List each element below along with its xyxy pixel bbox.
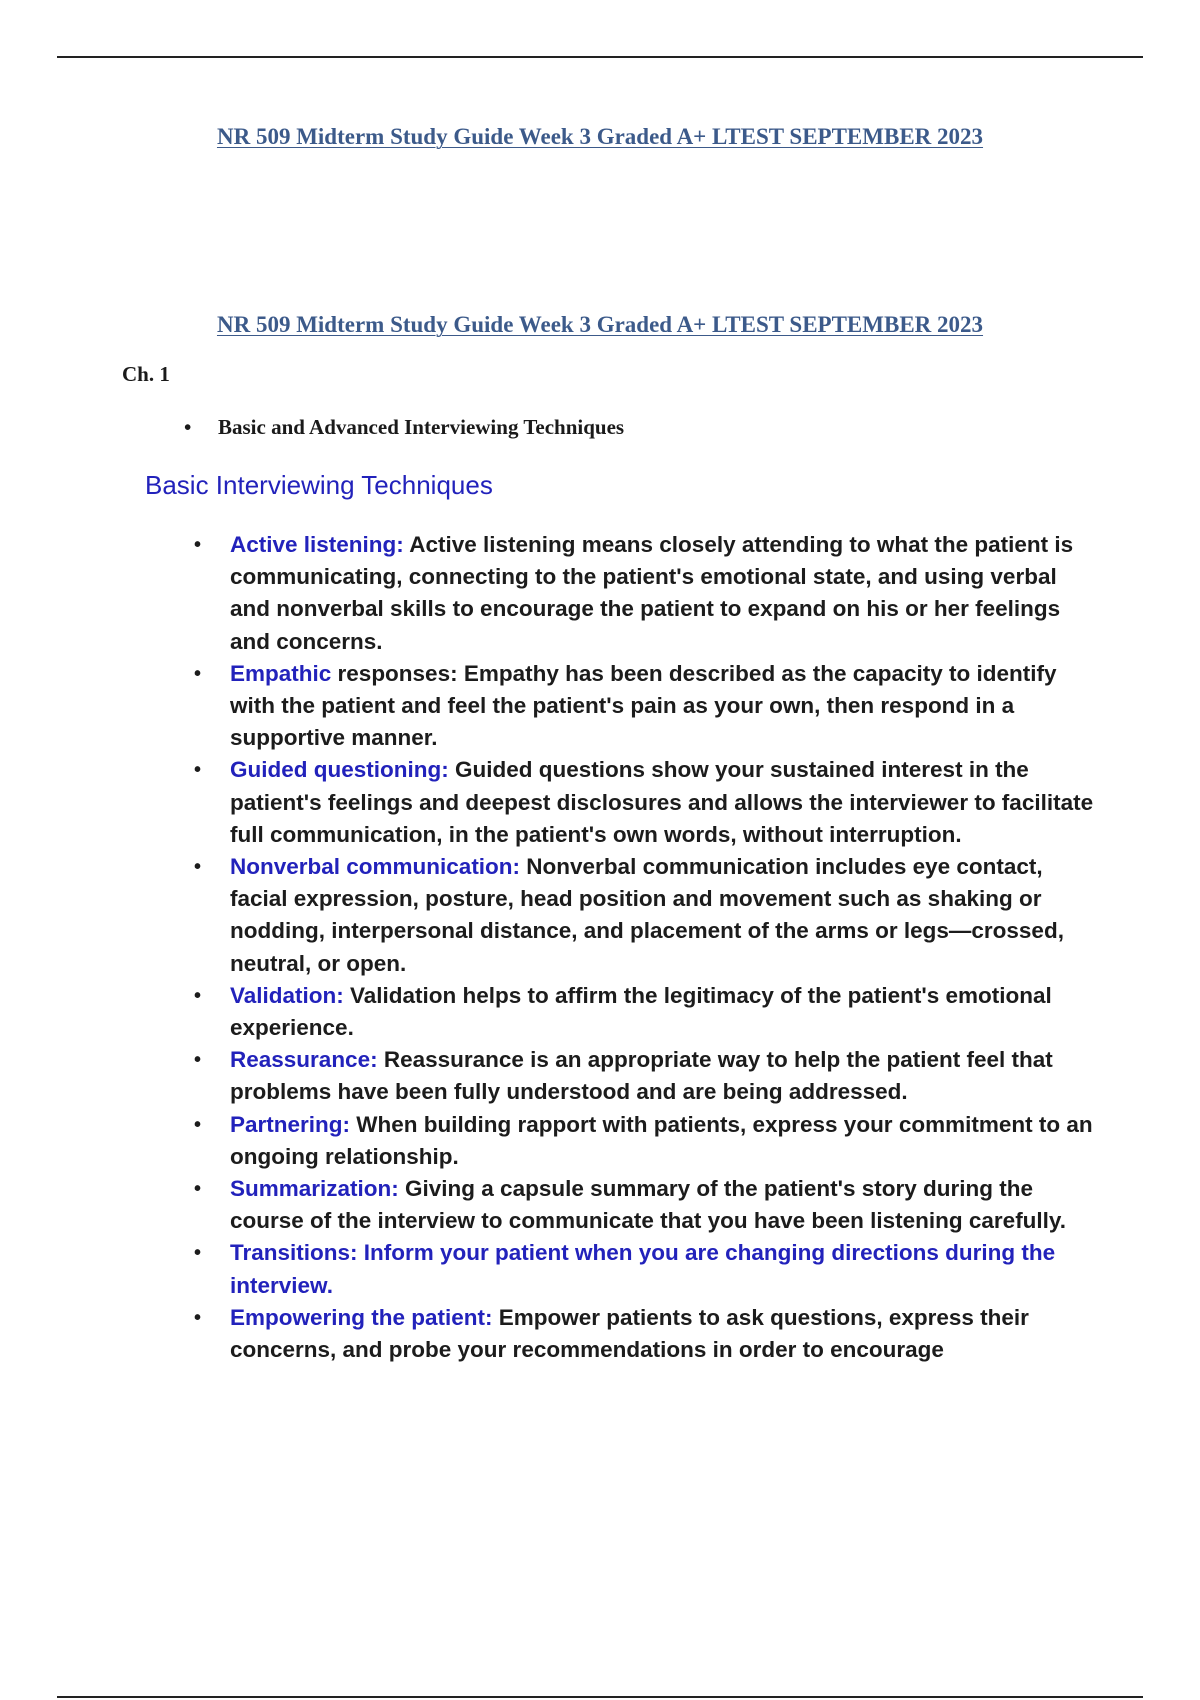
technique-item bbox=[194, 658, 1094, 755]
technique-term: Partnering: bbox=[230, 1111, 351, 1137]
technique-term: Nonverbal communication: bbox=[230, 854, 521, 880]
technique-description: Guided questions show your sustained interest in the patient's feelings and deepest disclosures and allows the interviewer to facilitate full communication, in the patient's own words, without interruption. bbox=[230, 757, 1094, 847]
technique-term: Summarization: bbox=[230, 1176, 399, 1202]
technique-item bbox=[194, 529, 1094, 658]
technique-term: Empathic bbox=[230, 660, 332, 686]
bullet-icon: • bbox=[194, 1178, 202, 1201]
page-top-rule bbox=[57, 56, 1143, 58]
bullet-icon: • bbox=[184, 415, 192, 439]
technique-description: Nonverbal communication includes eye contact, facial expression, posture, head position and movement such as shaking or nodding, interpersonal distance, and placement of the arms or legs—crossed, neutral, or open. bbox=[230, 854, 1064, 976]
technique-item bbox=[194, 1044, 1094, 1108]
bullet-icon: • bbox=[194, 662, 202, 685]
section-heading: Basic Interviewing Techniques bbox=[145, 470, 493, 500]
technique-term: Guided questioning: bbox=[230, 757, 449, 783]
bullet-icon: • bbox=[194, 759, 202, 782]
technique-term: Validation: bbox=[230, 982, 344, 1008]
technique-description: Validation helps to affirm the legitimacy of the patient's emotional experience. bbox=[230, 982, 1052, 1041]
topic-item bbox=[180, 415, 624, 440]
technique-item bbox=[194, 1302, 1094, 1366]
technique-description: responses: Empathy has been described as the capacity to identify with the patient and feel the patient's pain as your own, then respond in a supportive manner. bbox=[230, 660, 1057, 751]
technique-item bbox=[194, 1173, 1094, 1237]
technique-description: Giving a capsule summary of the patient's story during the course of the interview to communicate that you have been listening carefully. bbox=[230, 1176, 1067, 1234]
bullet-icon: • bbox=[194, 1306, 202, 1329]
technique-description: Active listening means closely attending to what the patient is communicating, connecting to the patient's emotional state, and using verbal and nonverbal skills to encourage the patient to expand on his or her feelings and concerns. bbox=[230, 532, 1074, 654]
technique-item bbox=[194, 1237, 1094, 1301]
document-title: NR 509 Midterm Study Guide Week 3 Graded A+ LTEST SEPTEMBER 2023 bbox=[216, 124, 984, 149]
technique-description: Inform your patient when you are changing directions during the interview. bbox=[230, 1240, 1056, 1298]
technique-term: Active listening: bbox=[230, 532, 404, 557]
technique-item bbox=[194, 851, 1094, 980]
technique-term: Reassurance: bbox=[230, 1047, 378, 1073]
topic-label: Basic and Advanced Interviewing Techniques bbox=[218, 415, 625, 439]
technique-description: Empower patients to ask questions, express their concerns, and probe your recommendations in order to encourage bbox=[230, 1304, 1029, 1363]
bullet-icon: • bbox=[194, 1049, 202, 1072]
page-bottom-rule bbox=[57, 1696, 1143, 1698]
techniques-list bbox=[194, 529, 1094, 1366]
bullet-icon: • bbox=[194, 856, 202, 879]
bullet-icon: • bbox=[194, 534, 202, 556]
technique-item bbox=[194, 980, 1094, 1044]
document-title-repeat: NR 509 Midterm Study Guide Week 3 Graded A+ LTEST SEPTEMBER 2023 bbox=[216, 312, 984, 337]
chapter-label: Ch. 1 bbox=[122, 362, 170, 386]
technique-term: Transitions: bbox=[230, 1240, 358, 1266]
bullet-icon: • bbox=[194, 984, 202, 1007]
technique-description: When building rapport with patients, express your commitment to an ongoing relationship. bbox=[230, 1111, 1093, 1169]
bullet-icon: • bbox=[194, 1242, 202, 1265]
technique-description: Reassurance is an appropriate way to help the patient feel that problems have been fully understood and are being addressed. bbox=[230, 1047, 1053, 1105]
topic-list bbox=[180, 415, 624, 440]
technique-item bbox=[194, 754, 1094, 851]
technique-term: Empowering the patient: bbox=[230, 1304, 493, 1330]
technique-item bbox=[194, 1109, 1094, 1173]
bullet-icon: • bbox=[194, 1113, 202, 1136]
